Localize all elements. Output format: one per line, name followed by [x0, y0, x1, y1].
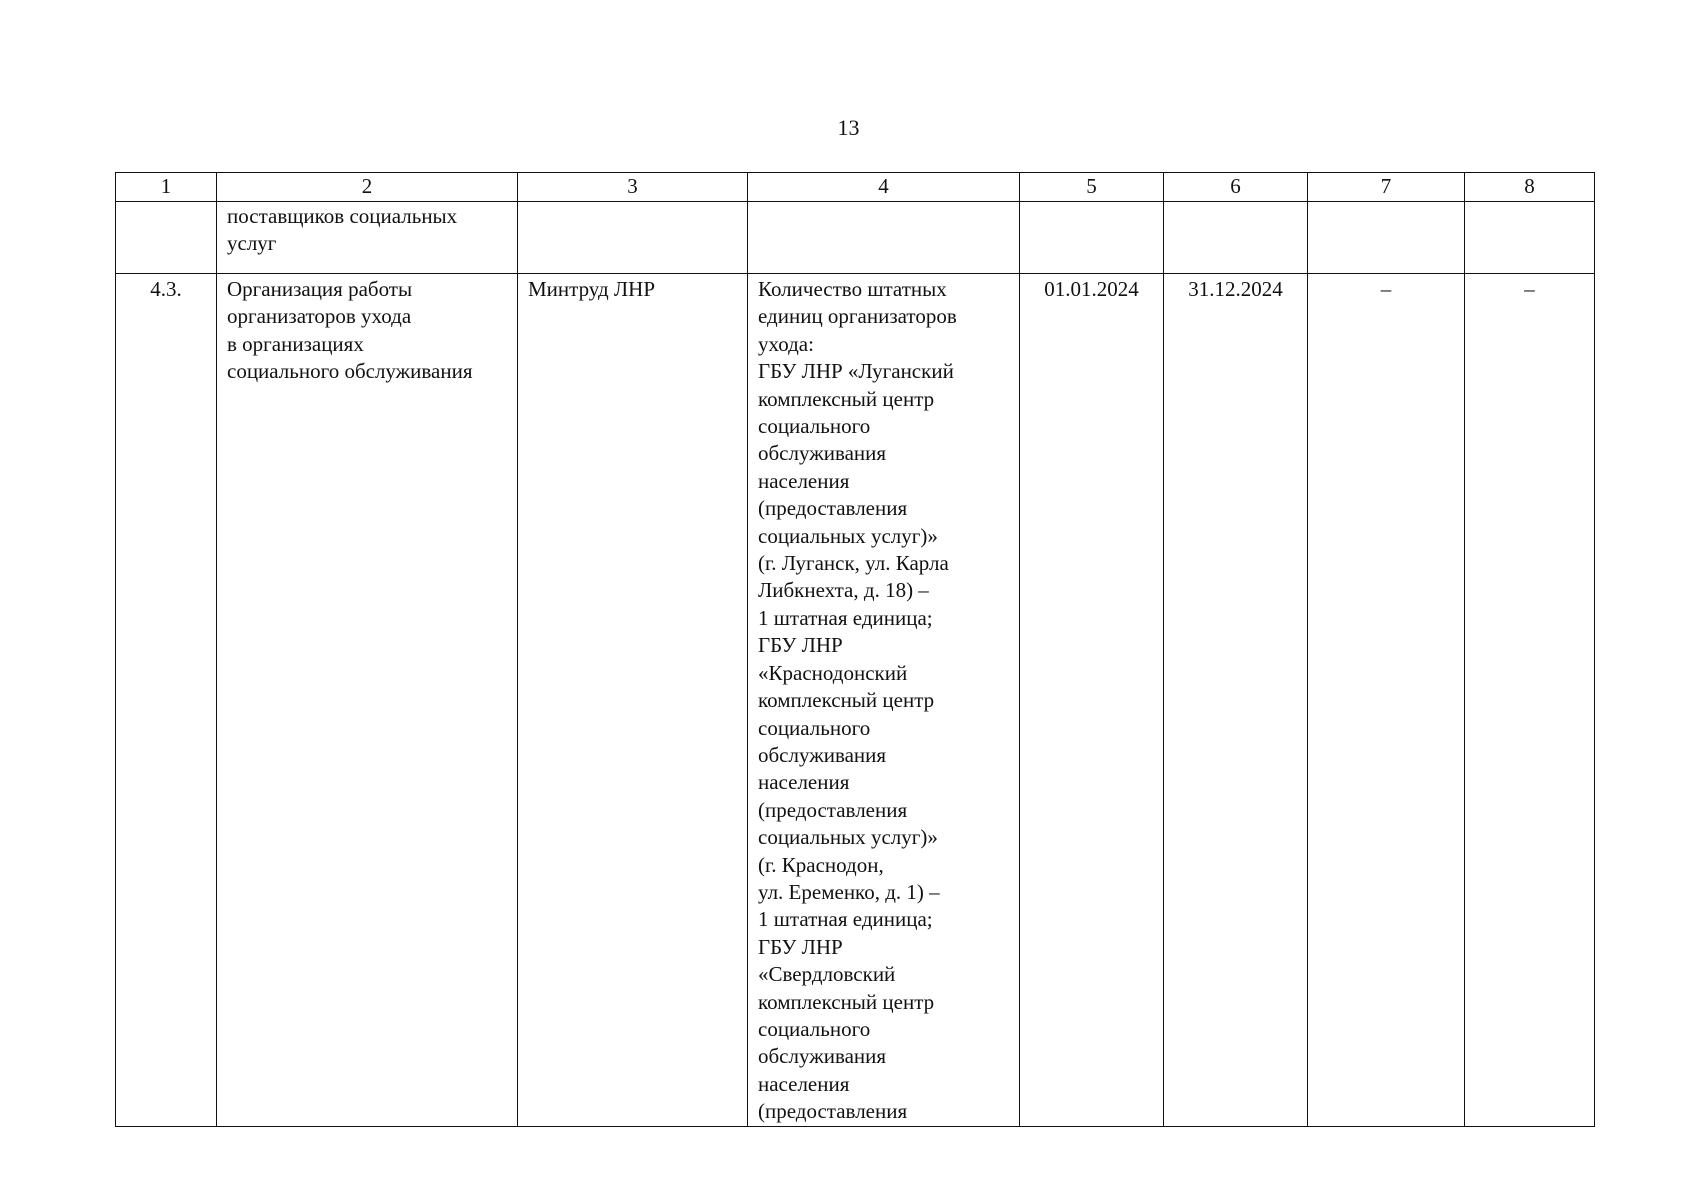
column-header-1: 1: [116, 173, 217, 202]
text-line: населения: [758, 770, 850, 795]
text-line: социального: [758, 1016, 871, 1041]
text-line: Либкнехта, д. 18) –: [758, 578, 929, 603]
row-number: 4.3.: [116, 274, 217, 1127]
text-line: услуг: [227, 231, 277, 256]
column-header-4: 4: [748, 173, 1020, 202]
column-header-7: 7: [1308, 173, 1465, 202]
text-line: Организация работы: [227, 277, 413, 301]
text-line: социальных услуг)»: [758, 825, 938, 850]
column-header-5: 5: [1020, 173, 1164, 202]
row-number: [116, 202, 217, 274]
executor: [518, 202, 748, 274]
text-line: (г. Краснодон,: [758, 852, 884, 877]
end-date: 31.12.2024: [1164, 274, 1308, 1127]
text-line: комплексный центр: [758, 386, 935, 411]
end-date: [1164, 202, 1308, 274]
table-row: [116, 274, 1595, 1127]
text-line: населения: [758, 468, 850, 493]
column-header-8: 8: [1465, 173, 1595, 202]
text-line: 1 штатная единица;: [758, 907, 933, 932]
page-number: 13: [837, 115, 860, 140]
text-line: Количество штатных: [758, 277, 947, 301]
column-8-value: –: [1465, 274, 1595, 1127]
table-row: [116, 202, 1595, 274]
column-8-value: [1465, 202, 1595, 274]
text-line: (предоставления: [758, 797, 908, 822]
text-line: «Свердловский: [758, 962, 896, 987]
column-7-value: –: [1308, 274, 1465, 1127]
text-line: «Краснодонский: [758, 660, 908, 685]
column-7-value: [1308, 202, 1465, 274]
text-line: комплексный центр: [758, 989, 935, 1014]
text-line: единиц организаторов: [758, 304, 957, 329]
start-date: 01.01.2024: [1020, 274, 1164, 1127]
text-line: (предоставления: [758, 496, 908, 521]
text-line: комплексный центр: [758, 688, 935, 713]
text-line: ухода:: [758, 331, 814, 356]
text-line: ул. Еременко, д. 1) –: [758, 879, 940, 904]
text-line: (предоставления: [758, 1099, 908, 1124]
text-line: 1 штатная единица;: [758, 605, 933, 630]
indicator: [748, 274, 1020, 1127]
executor: Минтруд ЛНР: [518, 274, 748, 1127]
column-number-row: [116, 173, 1595, 202]
column-header-6: 6: [1164, 173, 1308, 202]
column-header-2: 2: [217, 173, 518, 202]
text-line: поставщиков социальных: [227, 204, 458, 228]
text-line: ГБУ ЛНР «Луганский: [758, 359, 954, 384]
measure-name: [217, 202, 518, 274]
text-line: социального обслуживания: [227, 359, 473, 384]
text-line: обслуживания: [758, 441, 887, 466]
plan-table: [115, 172, 1595, 1127]
measure-name: [217, 274, 518, 1127]
text-line: обслуживания: [758, 1044, 887, 1069]
text-line: (г. Луганск, ул. Карла: [758, 551, 949, 576]
indicator: [748, 202, 1020, 274]
text-line: ГБУ ЛНР: [758, 633, 843, 658]
text-line: в организациях: [227, 331, 364, 356]
text-line: социального: [758, 715, 871, 740]
text-line: населения: [758, 1071, 850, 1096]
text-line: социальных услуг)»: [758, 523, 938, 548]
text-line: ГБУ ЛНР: [758, 934, 843, 959]
text-line: обслуживания: [758, 742, 887, 767]
text-line: социального: [758, 414, 871, 439]
start-date: [1020, 202, 1164, 274]
column-header-3: 3: [518, 173, 748, 202]
text-line: организаторов ухода: [227, 304, 412, 329]
